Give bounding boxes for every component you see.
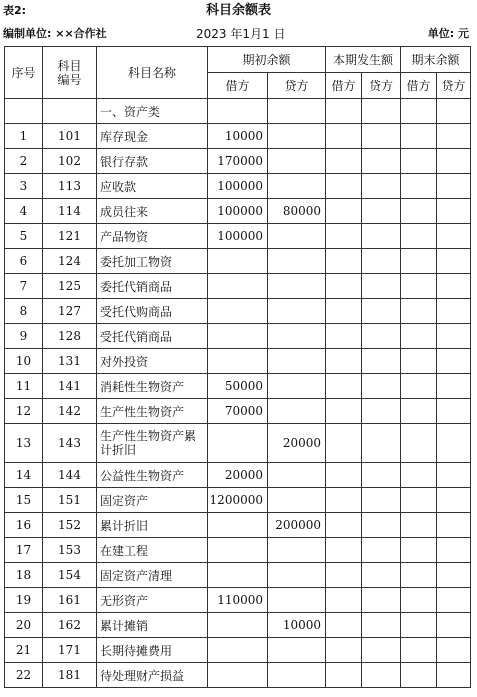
cell-period-debit [326,513,362,538]
cell-account-code: 171 [43,638,97,663]
cell-opening-credit [268,463,326,488]
cell-opening-debit: 100000 [208,199,268,224]
cell-period-credit [362,488,401,513]
table-body [5,99,471,688]
cell-account-name: 累计折旧 [97,513,208,538]
cell-account-code: 121 [43,224,97,249]
cell-opening-debit: 170000 [208,149,268,174]
cell-account-name: 待处理财产损益 [97,663,208,688]
cell-closing-debit [401,399,437,424]
cell-account-code: 161 [43,588,97,613]
cell-opening-credit [268,99,326,124]
cell-closing-debit [401,488,437,513]
cell-period-debit [326,224,362,249]
cell-closing-credit [437,124,471,149]
cell-account-code: 101 [43,124,97,149]
table-row [5,424,471,463]
currency-unit-label: 单位: 元 [427,27,469,40]
cell-seq: 12 [5,399,43,424]
cell-account-code: 151 [43,488,97,513]
cell-opening-credit: 80000 [268,199,326,224]
column-header-period-debit: 借方 [326,73,362,99]
cell-account-code: 143 [43,424,97,463]
cell-closing-debit [401,249,437,274]
cell-seq: 5 [5,224,43,249]
cell-opening-debit [208,513,268,538]
cell-opening-debit [208,324,268,349]
cell-account-code: 162 [43,613,97,638]
column-header-opening-debit: 借方 [208,73,268,99]
column-header-code-line1: 科目 [57,58,82,73]
cell-opening-credit: 200000 [268,513,326,538]
cell-closing-credit [437,488,471,513]
cell-closing-credit [437,249,471,274]
column-header-closing-balance: 期末余额 [401,47,471,73]
cell-closing-credit [437,638,471,663]
cell-period-debit [326,538,362,563]
cell-closing-debit [401,424,437,463]
cell-period-credit [362,463,401,488]
cell-account-name: 无形资产 [97,588,208,613]
cell-opening-credit [268,563,326,588]
cell-period-debit [326,663,362,688]
cell-account-name: 固定资产清理 [97,563,208,588]
cell-seq: 4 [5,199,43,224]
cell-closing-debit [401,99,437,124]
cell-opening-credit [268,324,326,349]
cell-period-debit [326,299,362,324]
cell-period-credit [362,249,401,274]
cell-seq: 15 [5,488,43,513]
cell-opening-credit [268,299,326,324]
cell-account-code: 154 [43,563,97,588]
cell-closing-credit [437,149,471,174]
table-row [5,324,471,349]
table-row [5,374,471,399]
cell-opening-credit [268,124,326,149]
cell-period-debit [326,99,362,124]
cell-closing-credit [437,374,471,399]
column-header-period-amount: 本期发生额 [326,47,401,73]
cell-opening-credit: 10000 [268,613,326,638]
cell-account-code: 142 [43,399,97,424]
cell-period-credit [362,349,401,374]
cell-closing-debit [401,124,437,149]
cell-closing-credit [437,324,471,349]
table-row [5,174,471,199]
cell-closing-credit [437,538,471,563]
cell-seq: 18 [5,563,43,588]
cell-closing-credit [437,99,471,124]
cell-opening-credit [268,663,326,688]
table-row [5,488,471,513]
cell-opening-debit [208,249,268,274]
cell-closing-debit [401,463,437,488]
cell-period-credit [362,99,401,124]
cell-account-name: 一、资产类 [97,99,208,124]
cell-account-name: 银行存款 [97,149,208,174]
cell-account-name: 累计摊销 [97,613,208,638]
cell-account-name: 生产性生物资产累计折旧 [97,424,208,463]
cell-closing-debit [401,274,437,299]
cell-period-credit [362,124,401,149]
table-row [5,299,471,324]
cell-period-debit [326,374,362,399]
cell-period-credit [362,538,401,563]
cell-period-debit [326,399,362,424]
cell-closing-debit [401,663,437,688]
cell-closing-credit [437,613,471,638]
cell-seq: 11 [5,374,43,399]
cell-closing-debit [401,199,437,224]
account-balance-table [4,46,471,688]
column-header-closing-debit: 借方 [401,73,437,99]
cell-seq: 19 [5,588,43,613]
cell-account-name: 固定资产 [97,488,208,513]
cell-period-debit [326,324,362,349]
cell-closing-debit [401,374,437,399]
cell-closing-debit [401,588,437,613]
cell-account-name: 消耗性生物资产 [97,374,208,399]
cell-closing-credit [437,399,471,424]
cell-closing-debit [401,349,437,374]
cell-closing-credit [437,174,471,199]
cell-closing-debit [401,224,437,249]
table-row [5,538,471,563]
cell-seq: 9 [5,324,43,349]
header-row-group [5,47,471,73]
cell-opening-credit [268,274,326,299]
cell-period-debit [326,638,362,663]
cell-period-credit [362,613,401,638]
cell-opening-credit [268,224,326,249]
cell-seq: 10 [5,349,43,374]
cell-closing-debit [401,563,437,588]
cell-opening-debit: 10000 [208,124,268,149]
report-date: 2023 年1月1 日 [196,27,286,41]
cell-closing-credit [437,299,471,324]
cell-period-debit [326,563,362,588]
cell-account-code: 128 [43,324,97,349]
table-row [5,99,471,124]
column-header-closing-credit: 贷方 [437,73,471,99]
cell-opening-debit: 110000 [208,588,268,613]
cell-period-credit [362,224,401,249]
cell-opening-debit [208,663,268,688]
cell-account-name: 委托代销商品 [97,274,208,299]
cell-closing-credit [437,663,471,688]
cell-opening-credit [268,349,326,374]
column-header-period-credit: 贷方 [362,73,401,99]
cell-seq: 13 [5,424,43,463]
cell-opening-credit: 20000 [268,424,326,463]
cell-closing-debit [401,638,437,663]
cell-account-name: 受托代购商品 [97,299,208,324]
cell-closing-credit [437,463,471,488]
table-row [5,399,471,424]
cell-period-credit [362,274,401,299]
table-row [5,513,471,538]
cell-opening-credit [268,488,326,513]
cell-period-credit [362,199,401,224]
cell-closing-debit [401,324,437,349]
column-header-opening-balance: 期初余额 [208,47,326,73]
cell-period-debit [326,174,362,199]
cell-account-code: 114 [43,199,97,224]
cell-closing-debit [401,613,437,638]
cell-period-debit [326,274,362,299]
cell-closing-debit [401,538,437,563]
cell-opening-debit [208,638,268,663]
cell-seq: 8 [5,299,43,324]
table-row [5,563,471,588]
cell-closing-credit [437,224,471,249]
cell-closing-credit [437,513,471,538]
cell-period-debit [326,149,362,174]
cell-period-credit [362,374,401,399]
cell-period-debit [326,613,362,638]
cell-account-code: 144 [43,463,97,488]
cell-opening-credit [268,374,326,399]
cell-opening-credit [268,249,326,274]
table-row [5,224,471,249]
cell-period-debit [326,588,362,613]
cell-account-code: 153 [43,538,97,563]
cell-opening-debit [208,99,268,124]
organization-label: 编制单位: ××合作社 [3,27,107,40]
cell-account-name: 公益性生物资产 [97,463,208,488]
cell-seq: 17 [5,538,43,563]
cell-opening-credit [268,399,326,424]
table-row [5,199,471,224]
cell-opening-credit [268,174,326,199]
cell-period-credit [362,174,401,199]
cell-period-credit [362,149,401,174]
cell-closing-credit [437,588,471,613]
cell-closing-debit [401,299,437,324]
table-row [5,613,471,638]
cell-opening-debit [208,538,268,563]
cell-seq: 2 [5,149,43,174]
column-header-code-line2: 编号 [57,72,82,87]
cell-seq: 1 [5,124,43,149]
cell-seq: 7 [5,274,43,299]
cell-period-credit [362,638,401,663]
cell-period-debit [326,488,362,513]
cell-opening-debit [208,349,268,374]
cell-opening-debit [208,274,268,299]
cell-opening-debit: 50000 [208,374,268,399]
cell-account-code: 141 [43,374,97,399]
table-row [5,463,471,488]
cell-account-code: 102 [43,149,97,174]
table-row [5,588,471,613]
cell-opening-debit: 1200000 [208,488,268,513]
cell-period-credit [362,563,401,588]
cell-account-code: 131 [43,349,97,374]
cell-period-debit [326,463,362,488]
cell-opening-credit [268,538,326,563]
cell-closing-debit [401,174,437,199]
cell-opening-debit [208,613,268,638]
cell-opening-debit: 70000 [208,399,268,424]
cell-account-name: 生产性生物资产 [97,399,208,424]
cell-period-credit [362,299,401,324]
cell-seq: 22 [5,663,43,688]
cell-period-credit [362,424,401,463]
cell-period-debit [326,199,362,224]
cell-period-credit [362,663,401,688]
table-row [5,124,471,149]
cell-closing-debit [401,513,437,538]
cell-seq: 3 [5,174,43,199]
cell-account-name: 库存现金 [97,124,208,149]
cell-account-name: 产品物资 [97,224,208,249]
column-header-seq: 序号 [5,47,43,99]
cell-period-credit [362,399,401,424]
cell-opening-credit [268,638,326,663]
cell-closing-credit [437,199,471,224]
cell-account-name: 对外投资 [97,349,208,374]
table-row [5,663,471,688]
page-title: 科目余额表 [205,3,271,18]
cell-seq: 21 [5,638,43,663]
cell-closing-credit [437,349,471,374]
cell-period-credit [362,588,401,613]
table-row [5,249,471,274]
cell-account-code: 124 [43,249,97,274]
cell-closing-credit [437,424,471,463]
cell-account-name: 长期待摊费用 [97,638,208,663]
cell-account-name: 成员往来 [97,199,208,224]
cell-account-name: 受托代销商品 [97,324,208,349]
table-row [5,349,471,374]
cell-seq: 6 [5,249,43,274]
cell-opening-debit: 20000 [208,463,268,488]
cell-period-credit [362,513,401,538]
cell-period-credit [362,324,401,349]
cell-account-name: 在建工程 [97,538,208,563]
cell-closing-debit [401,149,437,174]
cell-account-name: 委托加工物资 [97,249,208,274]
cell-period-debit [326,124,362,149]
cell-seq: 20 [5,613,43,638]
cell-account-code: 127 [43,299,97,324]
cell-account-code [43,99,97,124]
table-row [5,149,471,174]
cell-account-code: 125 [43,274,97,299]
cell-opening-debit [208,299,268,324]
table-row [5,638,471,663]
cell-seq [5,99,43,124]
cell-opening-credit [268,588,326,613]
cell-closing-credit [437,274,471,299]
cell-opening-debit: 100000 [208,224,268,249]
cell-closing-credit [437,563,471,588]
cell-opening-debit [208,424,268,463]
cell-account-code: 152 [43,513,97,538]
cell-period-debit [326,424,362,463]
column-header-opening-credit: 贷方 [268,73,326,99]
table-row [5,274,471,299]
cell-opening-credit [268,149,326,174]
table-number-label: 表2: [3,4,27,17]
cell-account-code: 181 [43,663,97,688]
cell-period-debit [326,349,362,374]
cell-account-code: 113 [43,174,97,199]
cell-seq: 16 [5,513,43,538]
cell-account-name: 应收款 [97,174,208,199]
column-header-code [43,47,97,99]
column-header-account-name: 科目名称 [97,47,208,99]
cell-opening-debit: 100000 [208,174,268,199]
cell-opening-debit [208,563,268,588]
cell-period-debit [326,249,362,274]
cell-seq: 14 [5,463,43,488]
